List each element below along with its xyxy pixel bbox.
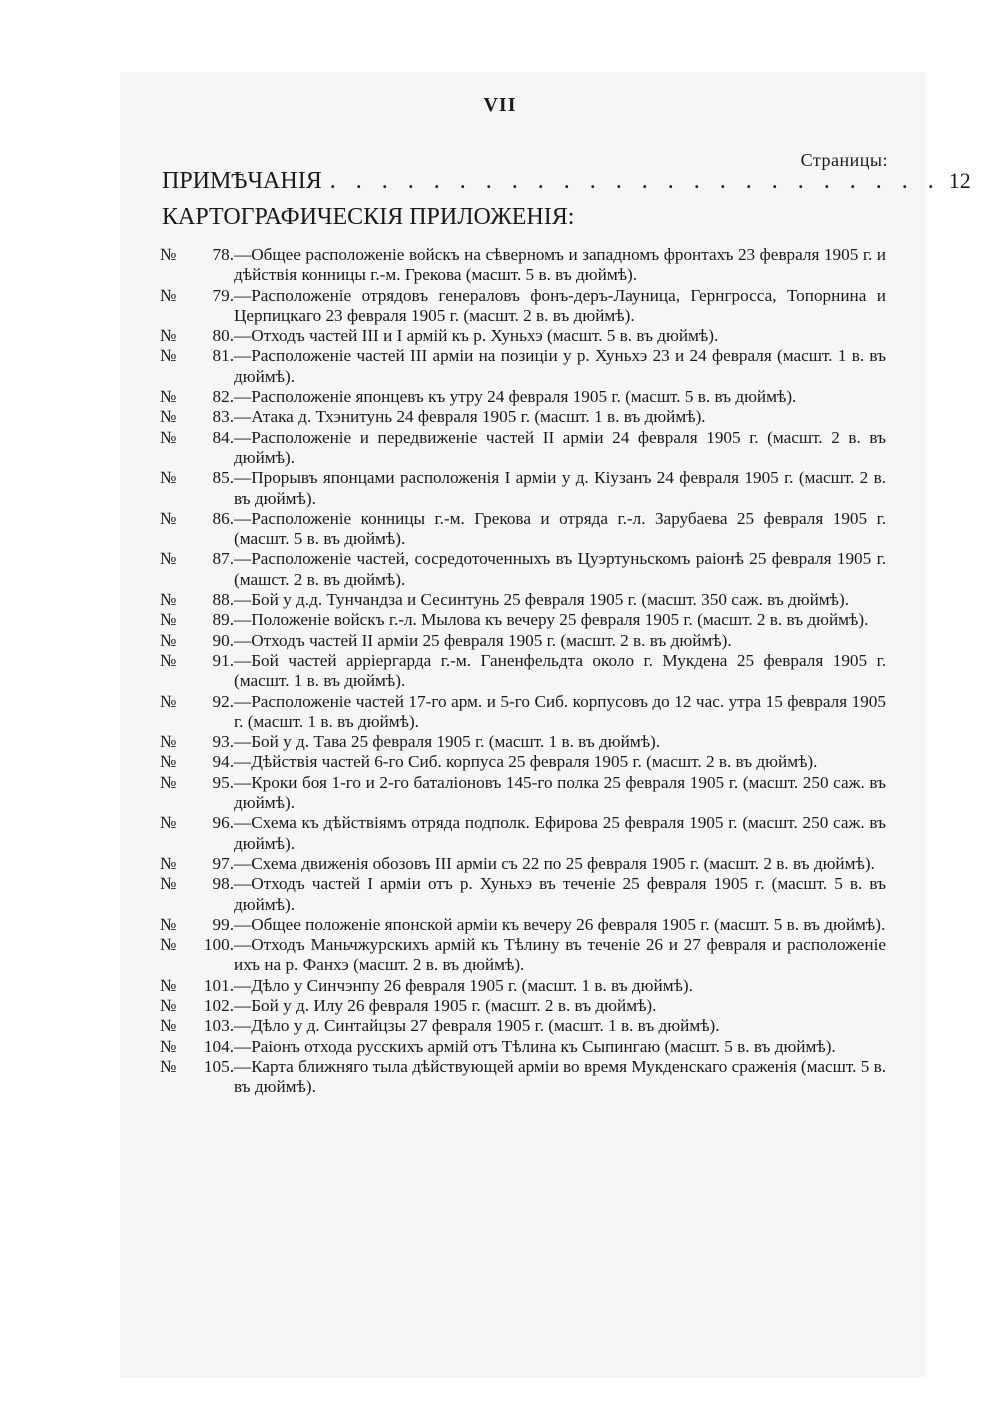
entry-number-sign: № (160, 326, 177, 346)
entry-number: 102. (203, 995, 234, 1015)
entry-description: —Дѣло у Синчэнпу 26 февраля 1905 г. (масшт. 1 в. въ дюймѣ). (234, 975, 693, 995)
entry-number-sign: № (160, 975, 177, 995)
entry-number: 84. (212, 427, 234, 447)
map-entry (160, 976, 886, 996)
map-entry (160, 245, 886, 286)
map-entry (160, 286, 886, 327)
map-entry (160, 407, 886, 427)
map-entry (160, 387, 886, 407)
entry-number-sign: № (160, 427, 177, 447)
entry-description: —Бой у д.д. Тунчандза и Сесинтунь 25 февраля 1905 г. (масшт. 350 саж. въ дюймѣ). (234, 590, 850, 610)
dot-leader: . . . . . . . . . . . . . . . . . . . . . . . . (329, 168, 941, 194)
entry-description: —Общее расположеніе войскъ на сѣверномъ и западномъ фронтахъ 23 февраля 1905 г. и дѣйствія конницы г.-м. Грекова (масшт. 5 в. въ дюймѣ). (234, 245, 886, 285)
map-entry (160, 468, 886, 509)
entry-description: —Расположеніе частей III арміи на позиціи у р. Хуньхэ 23 и 24 февраля (масшт. 1 в. въ дюймѣ). (234, 346, 886, 386)
entry-number: 96. (212, 813, 234, 833)
entry-number-sign: № (160, 813, 177, 833)
entry-number: 87. (212, 549, 234, 569)
entry-number: 89. (212, 610, 234, 630)
entry-description: —Расположеніе японцевъ къ утру 24 февраля 1905 г. (масшт. 5 в. въ дюймѣ). (234, 387, 797, 407)
entry-description: —Атака д. Тхэнитунь 24 февраля 1905 г. (масшт. 1 в. въ дюймѣ). (234, 407, 706, 427)
entry-number: 91. (212, 650, 234, 670)
entry-number-sign: № (160, 1056, 177, 1076)
map-entry (160, 590, 886, 610)
entry-number: 78. (212, 245, 234, 264)
map-entry (160, 1037, 886, 1057)
entry-number: 88. (212, 590, 234, 610)
entry-number-sign: № (160, 285, 177, 305)
entry-number: 86. (212, 508, 234, 528)
map-entry (160, 346, 886, 387)
page-number: VII (483, 94, 517, 116)
entry-number-sign: № (160, 853, 177, 873)
map-entry (160, 854, 886, 874)
map-entry (160, 428, 886, 469)
notes-toc-line (162, 168, 971, 195)
entry-number: 105. (203, 1056, 234, 1076)
entry-number: 79. (212, 285, 234, 305)
map-entry (160, 692, 886, 733)
entry-description: —Бой у д. Илу 26 февраля 1905 г. (масшт. 2 в. въ дюймѣ). (234, 995, 657, 1015)
entry-description: —Общее положеніе японской арміи къ вечеру 26 февраля 1905 г. (масшт. 5 в. въ дюймѣ). (234, 914, 886, 934)
entry-number: 104. (203, 1036, 234, 1056)
maps-section-heading: КАРТОГРАФИЧЕСКІЯ ПРИЛОЖЕНІЯ: (162, 204, 575, 230)
entry-number: 100. (203, 935, 234, 955)
entry-number: 97. (212, 853, 234, 873)
entry-number-sign: № (160, 995, 177, 1015)
entry-number: 81. (212, 346, 234, 366)
entry-number-sign: № (160, 732, 177, 752)
entry-number: 94. (212, 752, 234, 772)
entry-number-sign: № (160, 508, 177, 528)
entry-description: —Карта ближняго тыла дѣйствующей арміи во время Мукденскаго сраженія (масшт. 5 в. въ дюймѣ). (234, 1056, 886, 1097)
map-entry (160, 813, 886, 854)
map-entry (160, 732, 886, 752)
entry-number-sign: № (160, 468, 177, 488)
notes-page-number: 12 (948, 168, 971, 193)
entry-description: —Раіонъ отхода русскихъ армій отъ Тѣлина къ Сыпингаю (масшт. 5 в. въ дюймѣ). (234, 1036, 836, 1056)
entry-number-sign: № (160, 874, 177, 894)
entry-description: —Расположеніе отрядовъ генераловъ фонъ-деръ-Лауница, Гернгросса, Топорнина и Церпицкаго 23 февраля 1905 г. (масшт. 2 в. въ дюймѣ). (234, 285, 886, 325)
notes-title: ПРИМѢЧАНІЯ (162, 168, 322, 194)
entry-number: 90. (212, 630, 234, 650)
map-entry (160, 1057, 886, 1098)
entry-number-sign: № (160, 407, 177, 427)
map-entry (160, 915, 886, 935)
map-entry (160, 631, 886, 651)
entry-number: 103. (203, 1016, 234, 1036)
entry-description: —Отходъ частей I арміи отъ р. Хуньхэ въ теченіе 25 февраля 1905 г. (масшт. 5 в. въ дюймѣ). (234, 874, 886, 914)
entry-description: —Схема къ дѣйствіямъ отряда подполк. Ефирова 25 февраля 1905 г. (масшт. 250 саж. въ дюймѣ). (234, 813, 886, 853)
map-entry (160, 509, 886, 550)
entry-number-sign: № (160, 691, 177, 711)
entry-description: —Отходъ частей II арміи 25 февраля 1905 г. (масшт. 2 в. въ дюймѣ). (234, 630, 732, 650)
map-entry (160, 610, 886, 630)
entry-number-sign: № (160, 346, 177, 366)
entry-number-sign: № (160, 245, 177, 264)
entry-description: —Схема движенія обозовъ III арміи съ 22 по 25 февраля 1905 г. (масшт. 2 в. въ дюймѣ). (234, 853, 875, 873)
entry-description: —Расположеніе частей, сосредоточенныхъ въ Цуэртуньскомъ раіонѣ 25 февраля 1905 г. (машст. 2 в. въ дюймѣ). (234, 549, 886, 589)
entry-number: 95. (212, 772, 234, 792)
entry-number: 83. (212, 407, 234, 427)
map-entry (160, 549, 886, 590)
entry-number: 85. (212, 468, 234, 488)
map-entry (160, 1016, 886, 1036)
entry-number: 92. (212, 691, 234, 711)
entry-description: —Расположеніе частей 17-го арм. и 5-го Сиб. корпусовъ до 12 час. утра 15 февраля 1905 г. (масшт. 1 в. въ дюймѣ). (234, 691, 886, 731)
entry-number-sign: № (160, 772, 177, 792)
entry-number: 99. (212, 914, 234, 934)
entry-number: 82. (212, 387, 234, 407)
entry-number-sign: № (160, 610, 177, 630)
map-entry (160, 326, 886, 346)
entry-number-sign: № (160, 914, 177, 934)
entry-description: —Бой частей арріергарда г.-м. Ганенфельдта около г. Мукдена 25 февраля 1905 г. (масшт. 1 в. въ дюймѣ). (234, 650, 886, 691)
entry-description: —Отходъ Маньчжурскихъ армій къ Тѣлину въ теченіе 26 и 27 февраля и расположеніе ихъ на р. Фанхэ (масшт. 2 в. въ дюймѣ). (234, 935, 886, 975)
entry-description: —Отходъ частей III и I армій къ р. Хуньхэ (масшт. 5 в. въ дюймѣ). (234, 326, 719, 346)
entry-number: 98. (212, 874, 234, 894)
map-entry (160, 935, 886, 976)
entry-number-sign: № (160, 650, 177, 670)
entry-number-sign: № (160, 387, 177, 407)
map-entry (160, 874, 886, 915)
map-entry (160, 996, 886, 1016)
entry-description: —Кроки боя 1-го и 2-го баталіоновъ 145-го полка 25 февраля 1905 г. (масшт. 250 саж. въ дюймѣ). (234, 772, 886, 813)
entry-number-sign: № (160, 935, 177, 955)
entry-number: 101. (203, 975, 234, 995)
entry-description: —Дѣло у д. Синтайцзы 27 февраля 1905 г. (масшт. 1 в. въ дюймѣ). (234, 1016, 720, 1036)
entry-number-sign: № (160, 630, 177, 650)
entry-description: —Бой у д. Тава 25 февраля 1905 г. (масшт. 1 в. въ дюймѣ). (234, 732, 661, 752)
entry-number-sign: № (160, 1016, 177, 1036)
entry-description: —Расположеніе и передвиженіе частей II арміи 24 февраля 1905 г. (масшт. 2 в. въ дюймѣ). (234, 427, 886, 467)
entry-number-sign: № (160, 752, 177, 772)
map-entry (160, 773, 886, 814)
entry-number-sign: № (160, 590, 177, 610)
map-entry-list (160, 245, 886, 1097)
pages-column-label: Страницы: (800, 150, 888, 170)
entry-description: —Расположеніе конницы г.-м. Грекова и отряда г.-л. Зарубаева 25 февраля 1905 г. (масшт. 5 в. въ дюймѣ). (234, 508, 886, 549)
map-entry (160, 651, 886, 692)
entry-description: —Прорывъ японцами расположенія I арміи у д. Кіузанъ 24 февраля 1905 г. (масшт. 2 в. въ дюймѣ). (234, 468, 886, 508)
entry-number: 93. (212, 732, 234, 752)
map-entry (160, 752, 886, 772)
entry-description: —Дѣйствія частей 6-го Сиб. корпуса 25 февраля 1905 г. (масшт. 2 в. въ дюймѣ). (234, 752, 818, 772)
entry-number-sign: № (160, 549, 177, 569)
entry-number-sign: № (160, 1036, 177, 1056)
entry-number: 80. (212, 326, 234, 346)
entry-description: —Положеніе войскъ г.-л. Мылова къ вечеру 25 февраля 1905 г. (масшт. 2 в. въ дюймѣ). (234, 610, 869, 630)
